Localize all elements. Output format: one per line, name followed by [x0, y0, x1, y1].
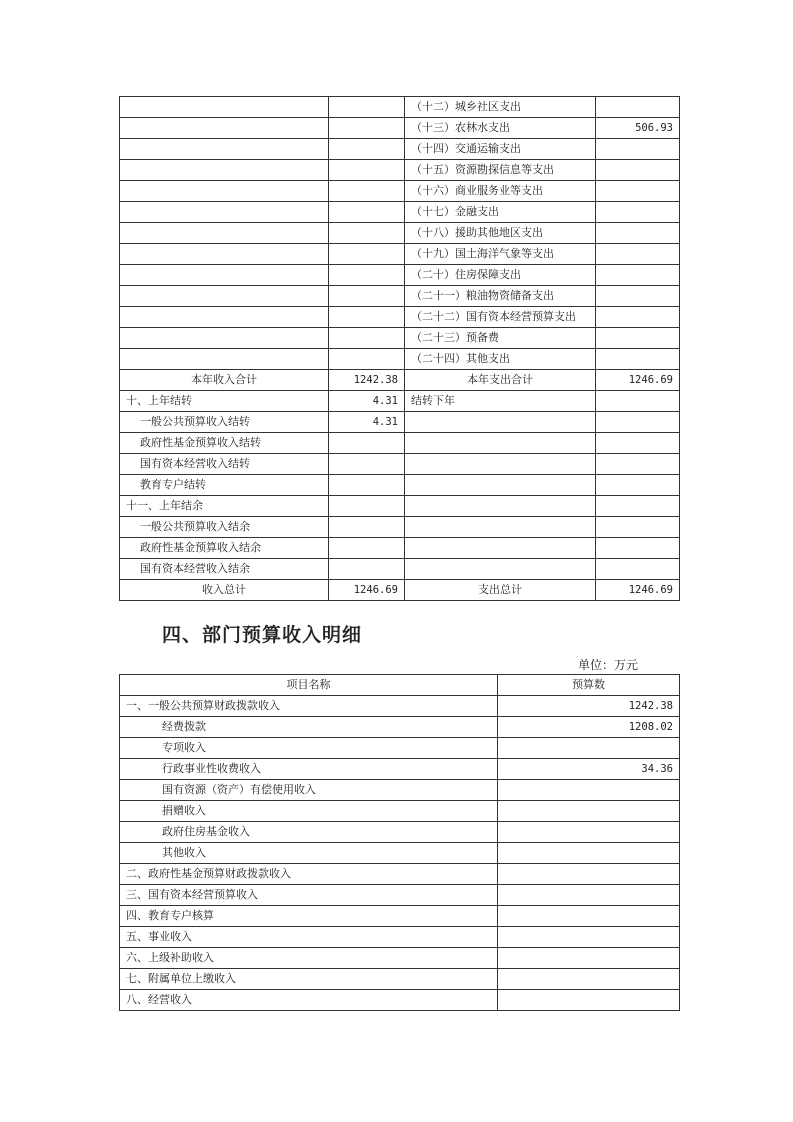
budget-value-cell — [498, 738, 680, 759]
income-amount-cell — [329, 433, 405, 454]
table-row — [120, 349, 680, 370]
expenditure-item-cell: （二十三）预备费 — [405, 328, 596, 349]
income-amount-cell — [329, 139, 405, 160]
income-grand-total-label: 收入总计 — [120, 580, 329, 601]
expenditure-amount-cell — [596, 475, 680, 496]
expenditure-amount-cell — [596, 97, 680, 118]
income-amount-cell — [329, 538, 405, 559]
income-amount-cell — [329, 118, 405, 139]
income-item-cell: 十、上年结转 — [120, 391, 329, 412]
income-amount-cell — [329, 349, 405, 370]
item-name-cell: 国有资源（资产）有偿使用收入 — [120, 780, 498, 801]
income-amount-cell — [329, 517, 405, 538]
table-row — [120, 801, 680, 822]
expenditure-amount-cell: 506.93 — [596, 118, 680, 139]
table-row — [120, 990, 680, 1011]
income-amount-cell: 4.31 — [329, 391, 405, 412]
table-row — [120, 118, 680, 139]
table-row — [120, 412, 680, 433]
table-row — [120, 906, 680, 927]
income-item-cell — [120, 286, 329, 307]
income-item-cell: 国有资本经营收入结余 — [120, 559, 329, 580]
income-grand-total-value: 1246.69 — [329, 580, 405, 601]
budget-value-cell — [498, 969, 680, 990]
income-expense-summary-table — [119, 96, 680, 601]
expenditure-grand-total-label: 支出总计 — [405, 580, 596, 601]
grand-total-row — [120, 580, 680, 601]
item-name-cell: 其他收入 — [120, 843, 498, 864]
income-amount-cell — [329, 244, 405, 265]
item-name-cell: 八、经营收入 — [120, 990, 498, 1011]
table-row — [120, 202, 680, 223]
expenditure-item-cell — [405, 538, 596, 559]
income-item-cell: 教育专户结转 — [120, 475, 329, 496]
budget-value-cell — [498, 843, 680, 864]
year-total-row — [120, 370, 680, 391]
expenditure-amount-cell — [596, 412, 680, 433]
item-name-cell: 三、国有资本经营预算收入 — [120, 885, 498, 906]
income-amount-cell — [329, 223, 405, 244]
expenditure-item-cell: （十六）商业服务业等支出 — [405, 181, 596, 202]
budget-value-cell — [498, 780, 680, 801]
table-row — [120, 948, 680, 969]
expenditure-amount-cell — [596, 223, 680, 244]
expenditure-item-cell — [405, 517, 596, 538]
expenditure-item-cell — [405, 454, 596, 475]
column-header-item-name: 项目名称 — [120, 675, 498, 696]
expenditure-item-cell — [405, 433, 596, 454]
header-row — [120, 675, 680, 696]
income-amount-cell — [329, 307, 405, 328]
income-item-cell — [120, 181, 329, 202]
income-item-cell: 十一、上年结余 — [120, 496, 329, 517]
item-name-cell: 经费拨款 — [120, 717, 498, 738]
income-amount-cell — [329, 559, 405, 580]
income-item-cell — [120, 160, 329, 181]
expenditure-item-cell: （十九）国土海洋气象等支出 — [405, 244, 596, 265]
income-item-cell: 政府性基金预算收入结余 — [120, 538, 329, 559]
item-name-cell: 五、事业收入 — [120, 927, 498, 948]
table-row — [120, 244, 680, 265]
budget-value-cell — [498, 927, 680, 948]
table-row — [120, 454, 680, 475]
expenditure-item-cell — [405, 475, 596, 496]
budget-value-cell — [498, 801, 680, 822]
budget-value-cell: 1242.38 — [498, 696, 680, 717]
table-row — [120, 738, 680, 759]
budget-value-cell: 34.36 — [498, 759, 680, 780]
income-item-cell — [120, 307, 329, 328]
expenditure-item-cell: 结转下年 — [405, 391, 596, 412]
budget-value-cell — [498, 864, 680, 885]
income-item-cell — [120, 349, 329, 370]
table-row — [120, 538, 680, 559]
expenditure-item-cell: （十五）资源勘探信息等支出 — [405, 160, 596, 181]
income-item-cell: 一般公共预算收入结余 — [120, 517, 329, 538]
income-item-cell — [120, 139, 329, 160]
income-item-cell: 一般公共预算收入结转 — [120, 412, 329, 433]
item-name-cell: 行政事业性收费收入 — [120, 759, 498, 780]
table-row — [120, 696, 680, 717]
item-name-cell: 六、上级补助收入 — [120, 948, 498, 969]
income-amount-cell — [329, 328, 405, 349]
item-name-cell: 政府住房基金收入 — [120, 822, 498, 843]
table-row — [120, 286, 680, 307]
income-item-cell — [120, 97, 329, 118]
income-amount-cell — [329, 286, 405, 307]
income-item-cell — [120, 118, 329, 139]
income-amount-cell — [329, 202, 405, 223]
expenditure-item-cell: （十八）援助其他地区支出 — [405, 223, 596, 244]
income-amount-cell — [329, 181, 405, 202]
table-row — [120, 517, 680, 538]
item-name-cell: 二、政府性基金预算财政拨款收入 — [120, 864, 498, 885]
budget-value-cell — [498, 885, 680, 906]
expenditure-item-cell: （二十一）粮油物资储备支出 — [405, 286, 596, 307]
budget-value-cell: 1208.02 — [498, 717, 680, 738]
budget-value-cell — [498, 990, 680, 1011]
expenditure-item-cell — [405, 559, 596, 580]
table-row — [120, 969, 680, 990]
table-row — [120, 223, 680, 244]
table-row — [120, 496, 680, 517]
table-row — [120, 822, 680, 843]
expenditure-item-cell — [405, 412, 596, 433]
income-amount-cell — [329, 496, 405, 517]
table-row — [120, 843, 680, 864]
budget-value-cell — [498, 906, 680, 927]
table-row — [120, 97, 680, 118]
table-row — [120, 265, 680, 286]
item-name-cell: 七、附属单位上缴收入 — [120, 969, 498, 990]
table-row — [120, 181, 680, 202]
income-total-label: 本年收入合计 — [120, 370, 329, 391]
section-title: 四、部门预算收入明细 — [162, 624, 363, 646]
column-header-budget: 预算数 — [498, 675, 680, 696]
table-row — [120, 433, 680, 454]
table-row — [120, 160, 680, 181]
income-amount-cell — [329, 97, 405, 118]
item-name-cell: 专项收入 — [120, 738, 498, 759]
expenditure-amount-cell — [596, 286, 680, 307]
table-row — [120, 780, 680, 801]
expenditure-amount-cell — [596, 559, 680, 580]
expenditure-total-label: 本年支出合计 — [405, 370, 596, 391]
expenditure-amount-cell — [596, 181, 680, 202]
expenditure-amount-cell — [596, 433, 680, 454]
income-amount-cell — [329, 475, 405, 496]
expenditure-item-cell — [405, 496, 596, 517]
table-row — [120, 717, 680, 738]
expenditure-amount-cell — [596, 391, 680, 412]
income-item-cell — [120, 244, 329, 265]
table-row — [120, 139, 680, 160]
expenditure-amount-cell — [596, 517, 680, 538]
table-row — [120, 864, 680, 885]
income-item-cell — [120, 328, 329, 349]
income-amount-cell — [329, 160, 405, 181]
expenditure-amount-cell — [596, 244, 680, 265]
item-name-cell: 四、教育专户核算 — [120, 906, 498, 927]
table-row — [120, 391, 680, 412]
expenditure-amount-cell — [596, 265, 680, 286]
expenditure-item-cell: （十三）农林水支出 — [405, 118, 596, 139]
income-total-value: 1242.38 — [329, 370, 405, 391]
income-item-cell — [120, 202, 329, 223]
expenditure-item-cell: （十四）交通运输支出 — [405, 139, 596, 160]
expenditure-item-cell: （十二）城乡社区支出 — [405, 97, 596, 118]
expenditure-amount-cell — [596, 496, 680, 517]
expenditure-item-cell: （二十）住房保障支出 — [405, 265, 596, 286]
item-name-cell: 捐赠收入 — [120, 801, 498, 822]
table-row — [120, 927, 680, 948]
table-row — [120, 328, 680, 349]
income-item-cell: 政府性基金预算收入结转 — [120, 433, 329, 454]
item-name-cell: 一、一般公共预算财政拨款收入 — [120, 696, 498, 717]
expenditure-amount-cell — [596, 328, 680, 349]
income-amount-cell — [329, 265, 405, 286]
expenditure-amount-cell — [596, 160, 680, 181]
budget-value-cell — [498, 822, 680, 843]
expenditure-item-cell: （二十四）其他支出 — [405, 349, 596, 370]
table-row — [120, 559, 680, 580]
budget-value-cell — [498, 948, 680, 969]
income-item-cell — [120, 265, 329, 286]
table-row — [120, 307, 680, 328]
table-row — [120, 759, 680, 780]
table-row — [120, 885, 680, 906]
expenditure-amount-cell — [596, 349, 680, 370]
expenditure-grand-total-value: 1246.69 — [596, 580, 680, 601]
income-item-cell — [120, 223, 329, 244]
unit-label: 单位：万元 — [578, 658, 639, 672]
expenditure-amount-cell — [596, 202, 680, 223]
expenditure-amount-cell — [596, 139, 680, 160]
expenditure-amount-cell — [596, 538, 680, 559]
expenditure-amount-cell — [596, 307, 680, 328]
expenditure-amount-cell — [596, 454, 680, 475]
expenditure-total-value: 1246.69 — [596, 370, 680, 391]
income-amount-cell — [329, 454, 405, 475]
expenditure-item-cell: （二十二）国有资本经营预算支出 — [405, 307, 596, 328]
expenditure-item-cell: （十七）金融支出 — [405, 202, 596, 223]
table-row — [120, 475, 680, 496]
budget-income-detail-table — [119, 674, 680, 1011]
income-item-cell: 国有资本经营收入结转 — [120, 454, 329, 475]
income-amount-cell: 4.31 — [329, 412, 405, 433]
